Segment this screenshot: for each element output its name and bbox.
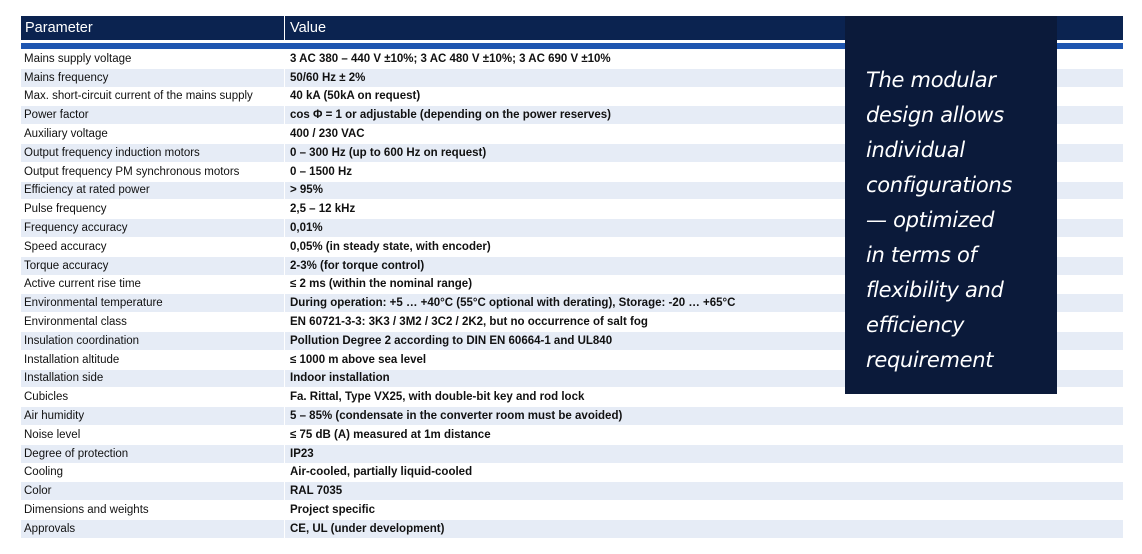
row-value: RAL 7035	[290, 485, 343, 498]
row-value: EN 60721-3-3: 3K3 / 3M2 / 3C2 / 2K2, but no occurrence of salt fog	[290, 316, 648, 329]
row-parameter: Pulse frequency	[21, 200, 285, 218]
row-parameter: Degree of protection	[21, 445, 285, 463]
header-parameter: Parameter	[21, 16, 285, 40]
row-value: Project specific	[290, 504, 376, 517]
row-value: 50/60 Hz ± 2%	[290, 71, 366, 84]
row-value: 3 AC 380 – 440 V ±10%; 3 AC 480 V ±10%; 3 AC 690 V ±10%	[290, 52, 611, 65]
row-value: 0 – 1500 Hz	[290, 165, 353, 178]
row-parameter: Installation side	[21, 370, 285, 388]
row-value: ≤ 75 dB (A) measured at 1m distance	[290, 428, 491, 441]
row-parameter: Speed accuracy	[21, 238, 285, 256]
row-value: 0,05% (in steady state, with encoder)	[290, 240, 491, 253]
row-parameter: Efficiency at rated power	[21, 182, 285, 200]
callout-line: flexibility and	[866, 278, 1004, 302]
callout-line: The modular	[866, 68, 996, 92]
row-parameter: Air humidity	[21, 407, 285, 425]
table-row	[21, 501, 1123, 520]
table-row	[21, 426, 1123, 445]
row-parameter: Color	[21, 482, 285, 500]
row-parameter: Dimensions and weights	[21, 501, 285, 519]
callout-line: — optimized	[866, 208, 995, 232]
row-value: IP23	[290, 447, 314, 460]
row-value: CE, UL (under development)	[290, 522, 445, 535]
row-parameter: Output frequency induction motors	[21, 144, 285, 162]
callout-line: requirement	[866, 348, 994, 372]
table-row	[21, 482, 1123, 501]
table-row	[21, 445, 1123, 464]
row-parameter: Auxiliary voltage	[21, 125, 285, 143]
row-value: 2-3% (for torque control)	[290, 259, 425, 272]
row-value: During operation: +5 … +40°C (55°C optional with derating), Storage: -20 … +65°C	[290, 297, 736, 310]
row-parameter: Environmental class	[21, 313, 285, 331]
callout-line: design allows	[866, 103, 1004, 127]
row-parameter: Output frequency PM synchronous motors	[21, 163, 285, 181]
row-parameter: Noise level	[21, 426, 285, 444]
row-value: cos Φ = 1 or adjustable (depending on the power reserves)	[290, 109, 611, 122]
row-parameter: Mains supply voltage	[21, 50, 285, 68]
table-row	[21, 407, 1123, 426]
row-parameter: Mains frequency	[21, 69, 285, 87]
row-parameter: Environmental temperature	[21, 294, 285, 312]
row-parameter: Insulation coordination	[21, 332, 285, 350]
row-value: Pollution Degree 2 according to DIN EN 60664-1 and UL840	[290, 334, 613, 347]
row-value: ≤ 1000 m above sea level	[290, 353, 427, 366]
row-parameter: Max. short-circuit current of the mains supply	[21, 88, 285, 106]
row-value: Air-cooled, partially liquid-cooled	[290, 466, 473, 479]
callout-line: configurations	[866, 173, 1013, 197]
row-parameter: Power factor	[21, 106, 285, 124]
callout-box	[845, 16, 1057, 394]
row-value: > 95%	[290, 184, 323, 197]
header-value: Value	[290, 20, 327, 36]
row-parameter: Cubicles	[21, 388, 285, 406]
row-value: 5 – 85% (condensate in the converter room must be avoided)	[290, 410, 623, 423]
row-parameter: Active current rise time	[21, 276, 285, 294]
row-value: 0 – 300 Hz (up to 600 Hz on request)	[290, 146, 487, 159]
row-value: 400 / 230 VAC	[290, 128, 365, 141]
row-parameter: Cooling	[21, 464, 285, 482]
row-parameter: Installation altitude	[21, 351, 285, 369]
row-parameter: Approvals	[21, 520, 285, 538]
callout-line: individual	[866, 138, 965, 162]
row-value: ≤ 2 ms (within the nominal range)	[290, 278, 473, 291]
row-value: 40 kA (50kA on request)	[290, 90, 421, 103]
row-parameter: Frequency accuracy	[21, 219, 285, 237]
callout-line: efficiency	[866, 313, 965, 337]
row-parameter: Torque accuracy	[21, 257, 285, 275]
row-value: Fa. Rittal, Type VX25, with double-bit key and rod lock	[290, 391, 585, 404]
table-row	[21, 520, 1123, 539]
table-row	[21, 464, 1123, 483]
callout-line: in terms of	[866, 243, 977, 267]
row-value: 2,5 – 12 kHz	[290, 203, 356, 216]
row-value: Indoor installation	[290, 372, 390, 385]
row-value: 0,01%	[290, 222, 323, 235]
